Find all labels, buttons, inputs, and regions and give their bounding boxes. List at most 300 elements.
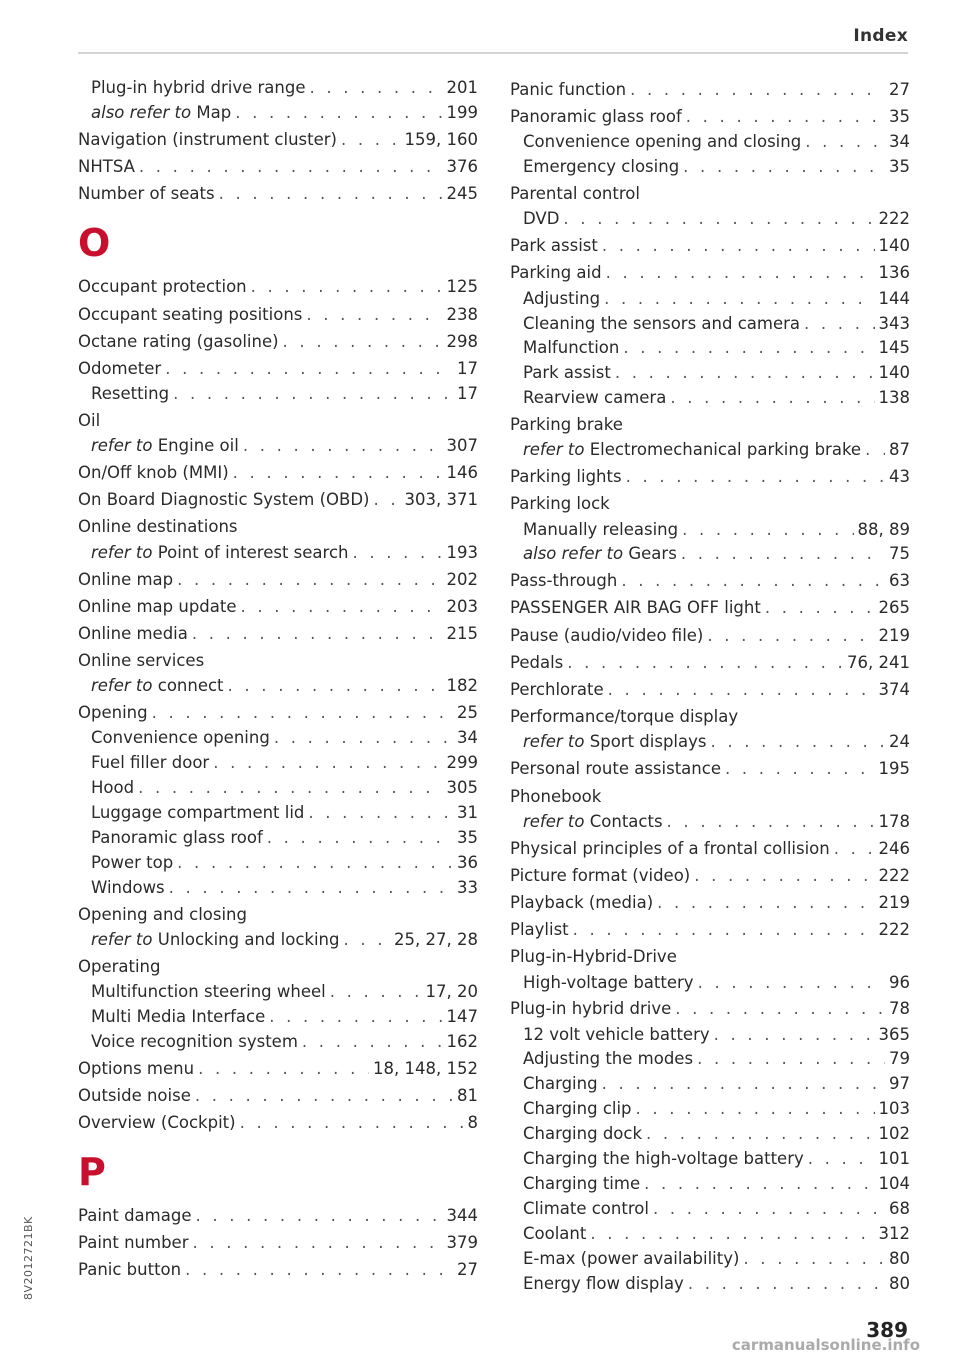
entry-page-ref: 195 <box>878 759 910 779</box>
index-entry <box>510 889 910 916</box>
index-entry <box>78 1256 478 1283</box>
entry-label: Manually releasing <box>523 519 679 539</box>
entry-page-ref: 27 <box>457 1260 478 1280</box>
entry-label: Plug-in-Hybrid-Drive <box>510 947 677 967</box>
leader-dots <box>644 1172 874 1197</box>
entry-label: Point of interest search <box>157 542 349 562</box>
entry-label: Playback (media) <box>510 892 654 912</box>
index-entry <box>78 76 478 101</box>
entry-label: Unlocking and locking <box>157 929 340 949</box>
entry-page-ref: 34 <box>889 132 910 152</box>
index-entry <box>510 649 910 676</box>
index-entry <box>510 155 910 180</box>
leader-dots <box>630 76 885 103</box>
entry-label: Parking lights <box>510 467 622 487</box>
index-entry <box>510 755 910 782</box>
index-entry <box>78 1229 478 1256</box>
entry-page-ref: 36 <box>457 852 478 872</box>
index-entry <box>510 1147 910 1172</box>
page-header-title: Index <box>853 26 908 46</box>
entry-label: E-max (power availability) <box>523 1248 740 1268</box>
entry-page-ref: 80 <box>889 1248 910 1268</box>
cross-reference-prefix: refer to <box>523 440 585 460</box>
leader-dots <box>602 1072 885 1097</box>
index-entry <box>78 126 478 153</box>
index-entry <box>78 1030 478 1055</box>
index-entry <box>78 776 478 801</box>
entry-label: Online destinations <box>78 517 238 537</box>
entry-page-ref: 246 <box>878 838 910 858</box>
index-entry <box>78 851 478 876</box>
leader-dots <box>698 971 885 996</box>
index-entry <box>510 622 910 649</box>
index-heading <box>510 783 910 810</box>
leader-dots <box>626 463 885 490</box>
leader-dots <box>623 336 874 361</box>
leader-dots <box>602 232 875 259</box>
entry-label: Energy flow display <box>523 1273 684 1293</box>
entry-page-ref: 35 <box>889 107 910 127</box>
index-entry <box>510 995 910 1022</box>
entry-label: Online services <box>78 651 205 671</box>
entry-label: Pedals <box>510 652 564 672</box>
entry-label: Sport displays <box>589 732 707 752</box>
index-entry <box>510 1097 910 1122</box>
entry-label: Panoramic glass roof <box>91 827 263 847</box>
entry-page-ref: 193 <box>446 542 478 562</box>
index-entry <box>510 1072 910 1097</box>
index-entry <box>78 593 478 620</box>
index-entry <box>510 1272 910 1297</box>
entry-label: Navigation (instrument cluster) <box>78 129 337 149</box>
entry-label: Parking brake <box>510 415 623 435</box>
leader-dots <box>173 382 453 407</box>
entry-page-ref: 144 <box>878 288 910 308</box>
entry-page-ref: 138 <box>878 388 910 408</box>
entry-page-ref: 222 <box>878 209 910 229</box>
entry-label: Charging time <box>523 1173 641 1193</box>
entry-label: Occupant protection <box>78 277 247 297</box>
header-divider <box>78 52 908 54</box>
index-entry <box>78 826 478 851</box>
entry-label: Multifunction steering wheel <box>91 981 326 1001</box>
entry-label: connect <box>157 676 224 696</box>
index-entry <box>510 312 910 337</box>
entry-label: Personal route assistance <box>510 759 721 779</box>
leader-dots <box>567 649 843 676</box>
cross-reference-prefix: refer to <box>91 929 153 949</box>
leader-dots <box>228 674 443 699</box>
entry-page-ref: 88, 89 <box>857 519 910 539</box>
index-entry <box>78 674 478 699</box>
leader-dots <box>243 434 443 459</box>
leader-dots <box>694 862 874 889</box>
entry-page-ref: 201 <box>446 78 478 97</box>
index-entry <box>78 180 478 207</box>
entry-label: Oil <box>78 410 101 430</box>
entry-label: Emergency closing <box>523 157 680 177</box>
leader-dots <box>138 776 442 801</box>
leader-dots <box>697 1047 885 1072</box>
entry-label: Fuel filler door <box>91 753 210 773</box>
entry-label: Engine oil <box>157 436 239 456</box>
entry-label: Parking lock <box>510 494 610 514</box>
leader-dots <box>865 438 885 463</box>
entry-page-ref: 79 <box>889 1049 910 1069</box>
entry-label: Online map update <box>78 596 237 616</box>
leader-dots <box>563 207 874 232</box>
cross-reference-prefix: also refer to <box>523 544 624 564</box>
leader-dots <box>834 835 875 862</box>
leader-dots <box>177 566 442 593</box>
entry-label: Paint damage <box>78 1206 192 1226</box>
index-entry <box>510 130 910 155</box>
entry-page-ref: 17, 20 <box>425 981 478 1001</box>
index-heading <box>510 180 910 207</box>
entry-page-ref: 75 <box>889 544 910 564</box>
leader-dots <box>308 801 453 826</box>
index-entry <box>78 301 478 328</box>
entry-label: Adjusting the modes <box>523 1049 694 1069</box>
index-entry <box>78 876 478 901</box>
entry-label: Adjusting <box>523 288 601 308</box>
entry-page-ref: 140 <box>878 236 910 256</box>
index-heading <box>510 943 910 970</box>
entry-page-ref: 299 <box>446 753 478 773</box>
index-entry <box>78 1055 478 1082</box>
leader-dots <box>165 355 453 382</box>
index-entry <box>78 620 478 647</box>
index-heading <box>78 513 478 540</box>
leader-dots <box>714 1023 875 1048</box>
leader-dots <box>235 101 442 126</box>
index-entry <box>78 980 478 1005</box>
index-entry <box>78 1005 478 1030</box>
entry-page-ref: 104 <box>878 1173 910 1193</box>
entry-page-ref: 96 <box>889 972 910 992</box>
index-column-left <box>78 76 478 1284</box>
index-heading <box>510 703 910 730</box>
leader-dots <box>240 1109 464 1136</box>
index-entry <box>78 801 478 826</box>
entry-page-ref: 374 <box>878 680 910 700</box>
entry-label: Convenience opening and closing <box>523 132 802 152</box>
entry-label: Operating <box>78 956 161 976</box>
index-entry <box>78 751 478 776</box>
leader-dots <box>185 1256 453 1283</box>
entry-page-ref: 17 <box>457 358 478 378</box>
index-heading <box>78 647 478 674</box>
cross-reference-prefix: refer to <box>523 811 585 831</box>
entry-label: Opening and closing <box>78 904 247 924</box>
entry-label: Octane rating (gasoline) <box>78 331 279 351</box>
entry-page-ref: 17 <box>457 384 478 404</box>
entry-page-ref: 101 <box>878 1149 910 1169</box>
entry-label: Resetting <box>91 384 170 404</box>
index-entry <box>78 153 478 180</box>
entry-page-ref: 43 <box>889 467 910 487</box>
entry-label: Malfunction <box>523 338 620 358</box>
entry-label: Park assist <box>523 363 611 383</box>
index-entry <box>510 676 910 703</box>
index-entry <box>78 928 478 953</box>
leader-dots <box>309 76 442 101</box>
index-entry <box>78 1082 478 1109</box>
entry-page-ref: 219 <box>878 625 910 645</box>
entry-label: Convenience opening <box>91 728 270 748</box>
entry-page-ref: 87 <box>889 440 910 460</box>
entry-page-ref: 312 <box>878 1223 910 1243</box>
leader-dots <box>604 287 874 312</box>
entry-label: Phonebook <box>510 786 602 806</box>
entry-page-ref: 222 <box>878 865 910 885</box>
index-entry <box>510 1222 910 1247</box>
index-entry <box>78 355 478 382</box>
leader-dots <box>241 593 443 620</box>
leader-dots <box>808 1147 875 1172</box>
leader-dots <box>653 1197 885 1222</box>
entry-label: Park assist <box>510 236 598 256</box>
leader-dots <box>688 1272 885 1297</box>
index-entry <box>78 541 478 566</box>
leader-dots <box>621 567 885 594</box>
index-heading <box>78 901 478 928</box>
entry-page-ref: 136 <box>878 263 910 283</box>
cross-reference-prefix: refer to <box>91 436 153 456</box>
entry-label: Perchlorate <box>510 680 604 700</box>
leader-dots <box>274 726 453 751</box>
leader-dots <box>302 1030 443 1055</box>
entry-label: 12 volt vehicle battery <box>523 1024 710 1044</box>
cross-reference-prefix: refer to <box>91 676 153 696</box>
entry-page-ref: 305 <box>446 778 478 798</box>
leader-dots <box>765 594 875 621</box>
leader-dots <box>804 312 874 337</box>
entry-label: Panic function <box>510 80 627 99</box>
entry-page-ref: 76, 241 <box>847 652 910 672</box>
index-entry <box>510 207 910 232</box>
entry-page-ref: 27 <box>889 80 910 99</box>
leader-dots <box>636 1097 875 1122</box>
entry-page-ref: 68 <box>889 1198 910 1218</box>
entry-page-ref: 343 <box>878 313 910 333</box>
index-entry <box>510 103 910 130</box>
section-letter: P <box>78 1150 106 1195</box>
index-heading <box>78 407 478 434</box>
entry-label: Options menu <box>78 1058 195 1078</box>
index-entry <box>510 594 910 621</box>
entry-page-ref: 78 <box>889 999 910 1019</box>
entry-label: Contacts <box>589 811 663 831</box>
leader-dots <box>670 386 874 411</box>
leader-dots <box>675 995 885 1022</box>
entry-page-ref: 24 <box>889 732 910 752</box>
leader-dots <box>608 676 875 703</box>
index-entry <box>78 566 478 593</box>
entry-label: Parental control <box>510 184 640 204</box>
entry-label: Charging the high-voltage battery <box>523 1149 804 1169</box>
entry-page-ref: 80 <box>889 1273 910 1293</box>
entry-label: Pause (audio/video file) <box>510 625 704 645</box>
entry-page-ref: 159, 160 <box>404 129 478 149</box>
entry-page-ref: 33 <box>457 877 478 897</box>
entry-page-ref: 18, 148, 152 <box>373 1058 478 1078</box>
entry-label: Parking aid <box>510 263 602 283</box>
index-entry <box>510 862 910 889</box>
leader-dots <box>195 1082 453 1109</box>
index-entry <box>510 916 910 943</box>
entry-page-ref: 376 <box>446 156 478 176</box>
cross-reference-prefix: also refer to <box>91 102 192 122</box>
leader-dots <box>283 328 443 355</box>
leader-dots <box>269 1005 442 1030</box>
entry-label: Panic button <box>78 1260 182 1280</box>
entry-label: On Board Diagnostic System (OBD) <box>78 490 370 510</box>
leader-dots <box>219 180 443 207</box>
index-entry <box>78 434 478 459</box>
index-entry <box>78 459 478 486</box>
entry-page-ref: 162 <box>446 1031 478 1051</box>
entry-label: Multi Media Interface <box>91 1006 266 1026</box>
leader-dots <box>198 1055 369 1082</box>
entry-label: DVD <box>523 209 560 229</box>
entry-label: Power top <box>91 852 174 872</box>
entry-page-ref: 35 <box>889 157 910 177</box>
leader-dots <box>192 620 443 647</box>
entry-page-ref: 147 <box>446 1006 478 1026</box>
entry-page-ref: 307 <box>446 436 478 456</box>
entry-label: Outside noise <box>78 1085 191 1105</box>
index-entry <box>510 1047 910 1072</box>
entry-label: Climate control <box>523 1198 649 1218</box>
entry-page-ref: 379 <box>446 1233 478 1253</box>
leader-dots <box>615 361 875 386</box>
entry-label: Plug-in hybrid drive range <box>91 78 306 97</box>
index-entry <box>510 232 910 259</box>
leader-dots <box>233 459 443 486</box>
index-entry <box>510 542 910 567</box>
leader-dots <box>139 153 443 180</box>
entry-page-ref: 145 <box>878 338 910 358</box>
entry-page-ref: 31 <box>457 803 478 823</box>
index-entry <box>510 1197 910 1222</box>
entry-label: Panoramic glass roof <box>510 107 682 127</box>
entry-page-ref: 219 <box>878 892 910 912</box>
index-entry <box>78 382 478 407</box>
leader-dots <box>573 916 875 943</box>
index-entry <box>510 518 910 543</box>
entry-label: Paint number <box>78 1233 189 1253</box>
entry-page-ref: 103 <box>878 1099 910 1119</box>
entry-label: Occupant seating positions <box>78 304 303 324</box>
page-number: 389 <box>866 1318 908 1342</box>
document-code: 8V2012721BK <box>22 1216 35 1300</box>
index-entry <box>510 259 910 286</box>
entry-label: Windows <box>91 877 165 897</box>
leader-dots <box>725 755 875 782</box>
entry-page-ref: 34 <box>457 728 478 748</box>
index-entry <box>78 273 478 300</box>
leader-dots <box>373 486 400 513</box>
entry-label: Physical principles of a frontal collision <box>510 838 830 858</box>
index-entry <box>510 1172 910 1197</box>
index-entry <box>510 1247 910 1272</box>
entry-page-ref: 25 <box>457 703 478 723</box>
leader-dots <box>195 1202 442 1229</box>
index-entry <box>78 328 478 355</box>
leader-dots <box>667 810 875 835</box>
leader-dots <box>306 301 442 328</box>
leader-dots <box>681 542 885 567</box>
entry-page-ref: 265 <box>878 598 910 618</box>
entry-label: Map <box>196 102 232 122</box>
entry-page-ref: 298 <box>446 331 478 351</box>
index-entry <box>510 438 910 463</box>
index-entry <box>78 1202 478 1229</box>
entry-label: Online map <box>78 569 174 589</box>
leader-dots <box>606 259 875 286</box>
entry-label: Charging <box>523 1074 598 1094</box>
index-entry <box>78 726 478 751</box>
entry-page-ref: 203 <box>446 596 478 616</box>
entry-page-ref: 140 <box>878 363 910 383</box>
entry-page-ref: 35 <box>457 827 478 847</box>
index-entry <box>510 386 910 411</box>
entry-page-ref: 63 <box>889 571 910 591</box>
entry-label: Charging dock <box>523 1124 643 1144</box>
leader-dots <box>657 889 874 916</box>
index-entry <box>78 699 478 726</box>
entry-page-ref: 97 <box>889 1074 910 1094</box>
leader-dots <box>590 1222 874 1247</box>
entry-label: Electromechanical parking brake <box>589 440 862 460</box>
leader-dots <box>267 826 453 851</box>
leader-dots <box>710 730 885 755</box>
leader-dots <box>330 980 422 1005</box>
leader-dots <box>251 273 443 300</box>
entry-page-ref: 25, 27, 28 <box>394 929 478 949</box>
leader-dots <box>352 541 442 566</box>
entry-label: Pass-through <box>510 571 618 591</box>
entry-label: Overview (Cockpit) <box>78 1112 236 1132</box>
entry-label: Online media <box>78 623 188 643</box>
entry-page-ref: 81 <box>457 1085 478 1105</box>
leader-dots <box>646 1122 874 1147</box>
index-entry <box>510 76 910 103</box>
index-entry <box>510 567 910 594</box>
entry-label: Coolant <box>523 1223 587 1243</box>
entry-label: Number of seats <box>78 184 215 204</box>
entry-label: NHTSA <box>78 156 135 176</box>
leader-dots <box>343 928 390 953</box>
entry-page-ref: 199 <box>446 102 478 122</box>
entry-label: Charging clip <box>523 1099 632 1119</box>
entry-page-ref: 344 <box>446 1206 478 1226</box>
entry-label: PASSENGER AIR BAG OFF light <box>510 598 761 618</box>
entry-label: Playlist <box>510 920 569 940</box>
entry-label: Odometer <box>78 358 162 378</box>
section-letter: O <box>78 221 111 266</box>
leader-dots <box>686 103 885 130</box>
entry-page-ref: 215 <box>446 623 478 643</box>
index-entry <box>78 101 478 126</box>
entry-page-ref: 178 <box>878 811 910 831</box>
index-entry <box>510 336 910 361</box>
index-heading <box>510 490 910 517</box>
leader-dots <box>177 851 453 876</box>
cross-reference-prefix: refer to <box>523 732 585 752</box>
index-entry <box>510 287 910 312</box>
